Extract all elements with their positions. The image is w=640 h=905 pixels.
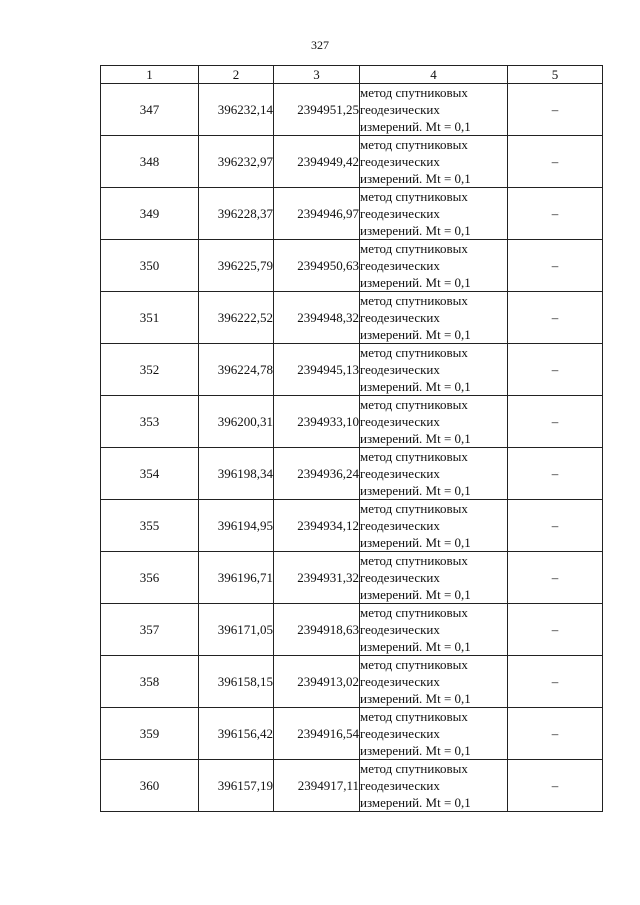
method-text-line: измерений. Mt = 0,1 xyxy=(360,223,471,238)
method-text-line: метод спутниковых xyxy=(360,85,468,100)
y-coordinate-cell: 2394950,63 xyxy=(274,240,360,292)
table-row xyxy=(101,136,603,188)
table-row xyxy=(101,448,603,500)
point-number-cell: 354 xyxy=(101,448,199,500)
note-cell: – xyxy=(508,344,603,396)
column-header: 5 xyxy=(508,66,603,84)
point-number-cell: 356 xyxy=(101,552,199,604)
x-coordinate-cell: 396224,78 xyxy=(199,344,274,396)
point-number-cell: 351 xyxy=(101,292,199,344)
column-header: 3 xyxy=(274,66,360,84)
x-coordinate-cell: 396198,34 xyxy=(199,448,274,500)
note-cell: – xyxy=(508,500,603,552)
method-text-line: метод спутниковых xyxy=(360,397,468,412)
point-number-cell: 349 xyxy=(101,188,199,240)
column-header: 4 xyxy=(360,66,508,84)
method-text-line: геодезических xyxy=(360,102,440,117)
method-cell xyxy=(360,604,508,656)
method-text-line: метод спутниковых xyxy=(360,241,468,256)
method-text-line: геодезических xyxy=(360,466,440,481)
point-number-cell: 359 xyxy=(101,708,199,760)
method-text-line: измерений. Mt = 0,1 xyxy=(360,587,471,602)
x-coordinate-cell: 396200,31 xyxy=(199,396,274,448)
method-text-line: измерений. Mt = 0,1 xyxy=(360,743,471,758)
method-text-line: геодезических xyxy=(360,362,440,377)
y-coordinate-cell: 2394948,32 xyxy=(274,292,360,344)
page-number: 327 xyxy=(311,38,329,52)
method-text-line: метод спутниковых xyxy=(360,657,468,672)
method-text-line: измерений. Mt = 0,1 xyxy=(360,483,471,498)
x-coordinate-cell: 396171,05 xyxy=(199,604,274,656)
method-text-line: метод спутниковых xyxy=(360,761,468,776)
y-coordinate-cell: 2394916,54 xyxy=(274,708,360,760)
method-text-line: измерений. Mt = 0,1 xyxy=(360,639,471,654)
table-row xyxy=(101,240,603,292)
table-row xyxy=(101,760,603,812)
note-cell: – xyxy=(508,760,603,812)
method-text-line: измерений. Mt = 0,1 xyxy=(360,171,471,186)
method-text-line: геодезических xyxy=(360,310,440,325)
note-cell: – xyxy=(508,292,603,344)
table-row xyxy=(101,708,603,760)
x-coordinate-cell: 396196,71 xyxy=(199,552,274,604)
note-cell: – xyxy=(508,708,603,760)
note-cell: – xyxy=(508,396,603,448)
y-coordinate-cell: 2394945,13 xyxy=(274,344,360,396)
method-text-line: геодезических xyxy=(360,622,440,637)
method-cell xyxy=(360,136,508,188)
y-coordinate-cell: 2394931,32 xyxy=(274,552,360,604)
method-text-line: измерений. Mt = 0,1 xyxy=(360,119,471,134)
y-coordinate-cell: 2394913,02 xyxy=(274,656,360,708)
method-text-line: метод спутниковых xyxy=(360,137,468,152)
method-text-line: геодезических xyxy=(360,518,440,533)
point-number-cell: 357 xyxy=(101,604,199,656)
point-number-cell: 360 xyxy=(101,760,199,812)
method-cell xyxy=(360,708,508,760)
point-number-cell: 348 xyxy=(101,136,199,188)
point-number-cell: 347 xyxy=(101,84,199,136)
method-text-line: метод спутниковых xyxy=(360,293,468,308)
column-header: 2 xyxy=(199,66,274,84)
y-coordinate-cell: 2394934,12 xyxy=(274,500,360,552)
method-cell xyxy=(360,84,508,136)
x-coordinate-cell: 396232,97 xyxy=(199,136,274,188)
x-coordinate-cell: 396228,37 xyxy=(199,188,274,240)
method-cell xyxy=(360,188,508,240)
x-coordinate-cell: 396157,19 xyxy=(199,760,274,812)
table-row xyxy=(101,344,603,396)
table-row xyxy=(101,552,603,604)
y-coordinate-cell: 2394946,97 xyxy=(274,188,360,240)
y-coordinate-cell: 2394949,42 xyxy=(274,136,360,188)
note-cell: – xyxy=(508,604,603,656)
method-text-line: измерений. Mt = 0,1 xyxy=(360,795,471,810)
x-coordinate-cell: 396194,95 xyxy=(199,500,274,552)
method-text-line: измерений. Mt = 0,1 xyxy=(360,379,471,394)
method-text-line: измерений. Mt = 0,1 xyxy=(360,275,471,290)
method-text-line: геодезических xyxy=(360,414,440,429)
table-row xyxy=(101,500,603,552)
note-cell: – xyxy=(508,136,603,188)
method-text-line: метод спутниковых xyxy=(360,345,468,360)
y-coordinate-cell: 2394917,11 xyxy=(274,760,360,812)
table-row xyxy=(101,292,603,344)
method-text-line: геодезических xyxy=(360,674,440,689)
point-number-cell: 352 xyxy=(101,344,199,396)
method-text-line: метод спутниковых xyxy=(360,189,468,204)
y-coordinate-cell: 2394918,63 xyxy=(274,604,360,656)
method-text-line: метод спутниковых xyxy=(360,553,468,568)
method-text-line: геодезических xyxy=(360,570,440,585)
method-text-line: метод спутниковых xyxy=(360,449,468,464)
x-coordinate-cell: 396156,42 xyxy=(199,708,274,760)
table-body xyxy=(101,84,603,812)
note-cell: – xyxy=(508,552,603,604)
method-text-line: измерений. Mt = 0,1 xyxy=(360,535,471,550)
method-cell xyxy=(360,240,508,292)
method-text-line: метод спутниковых xyxy=(360,605,468,620)
method-text-line: метод спутниковых xyxy=(360,709,468,724)
x-coordinate-cell: 396158,15 xyxy=(199,656,274,708)
method-text-line: геодезических xyxy=(360,258,440,273)
method-text-line: геодезических xyxy=(360,154,440,169)
method-text-line: измерений. Mt = 0,1 xyxy=(360,327,471,342)
point-number-cell: 355 xyxy=(101,500,199,552)
method-cell xyxy=(360,656,508,708)
method-cell xyxy=(360,760,508,812)
coordinates-table xyxy=(100,65,603,812)
method-cell xyxy=(360,344,508,396)
note-cell: – xyxy=(508,656,603,708)
method-cell xyxy=(360,500,508,552)
x-coordinate-cell: 396225,79 xyxy=(199,240,274,292)
y-coordinate-cell: 2394951,25 xyxy=(274,84,360,136)
note-cell: – xyxy=(508,448,603,500)
table-header-row xyxy=(101,66,603,84)
table-row xyxy=(101,604,603,656)
method-text-line: метод спутниковых xyxy=(360,501,468,516)
table-row xyxy=(101,656,603,708)
table-row xyxy=(101,396,603,448)
note-cell: – xyxy=(508,240,603,292)
method-text-line: геодезических xyxy=(360,726,440,741)
table-row xyxy=(101,84,603,136)
note-cell: – xyxy=(508,84,603,136)
y-coordinate-cell: 2394936,24 xyxy=(274,448,360,500)
point-number-cell: 353 xyxy=(101,396,199,448)
method-cell xyxy=(360,448,508,500)
y-coordinate-cell: 2394933,10 xyxy=(274,396,360,448)
method-cell xyxy=(360,552,508,604)
x-coordinate-cell: 396232,14 xyxy=(199,84,274,136)
method-text-line: геодезических xyxy=(360,206,440,221)
point-number-cell: 350 xyxy=(101,240,199,292)
x-coordinate-cell: 396222,52 xyxy=(199,292,274,344)
method-text-line: геодезических xyxy=(360,778,440,793)
method-cell xyxy=(360,292,508,344)
column-header: 1 xyxy=(101,66,199,84)
method-text-line: измерений. Mt = 0,1 xyxy=(360,431,471,446)
method-text-line: измерений. Mt = 0,1 xyxy=(360,691,471,706)
point-number-cell: 358 xyxy=(101,656,199,708)
table-row xyxy=(101,188,603,240)
method-cell xyxy=(360,396,508,448)
note-cell: – xyxy=(508,188,603,240)
